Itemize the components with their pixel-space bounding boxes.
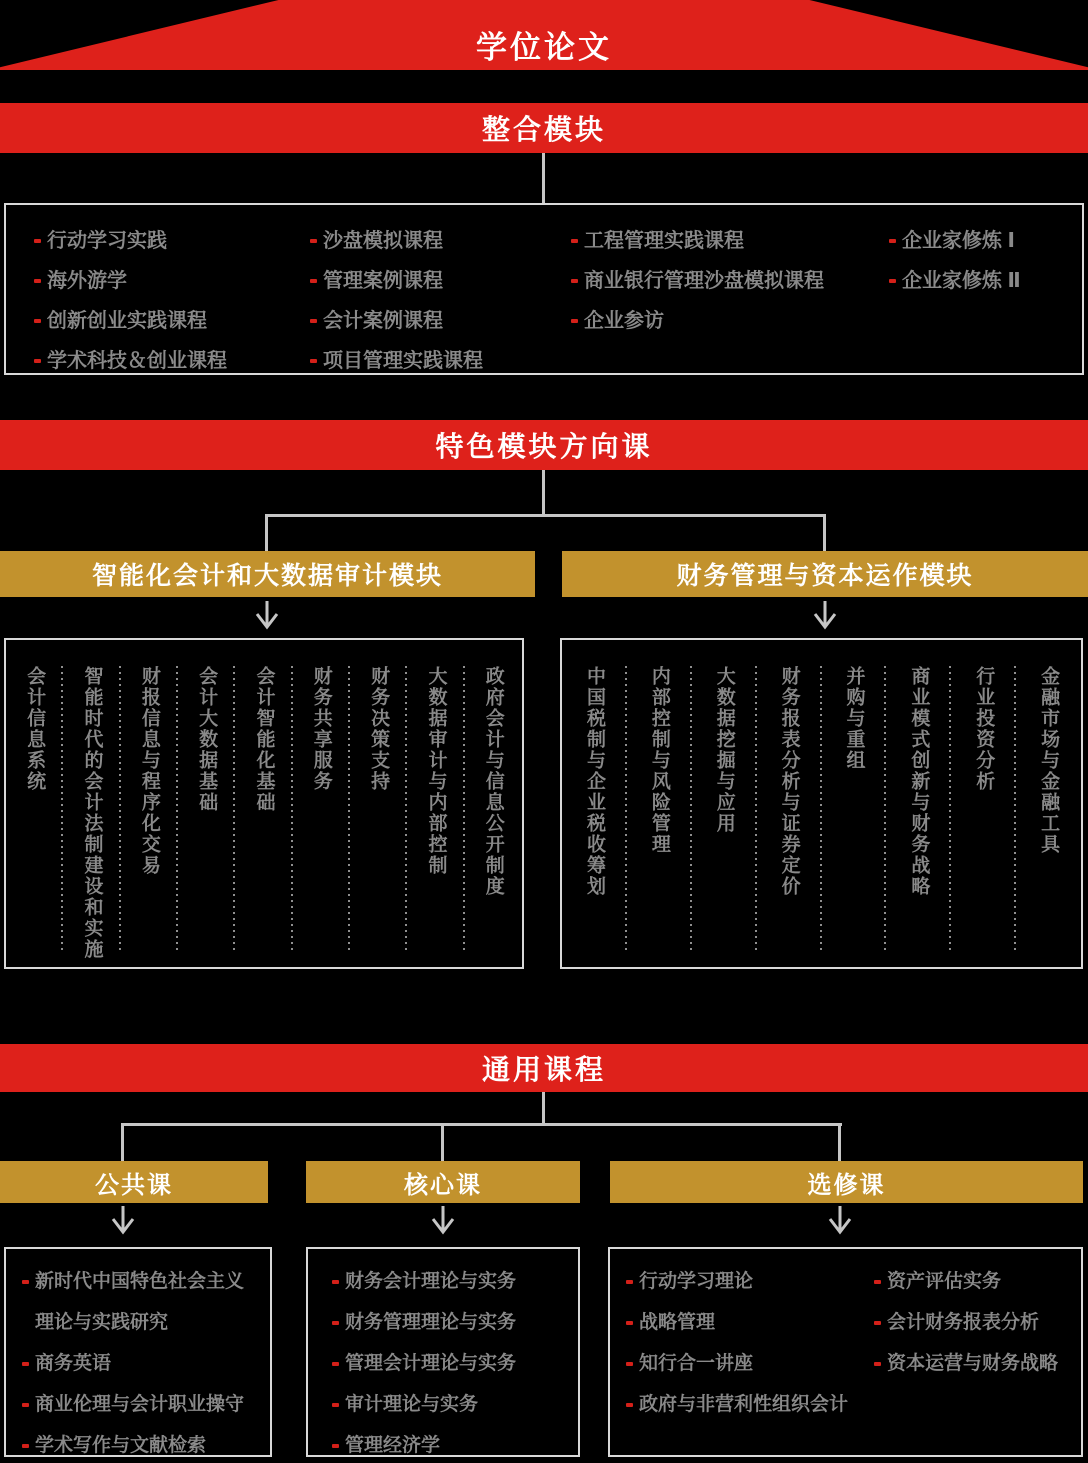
course-item: [34, 261, 227, 301]
course-label: 会计智能化基础: [253, 666, 275, 813]
general-courses-banner: 通用课程: [0, 1044, 1088, 1092]
vertical-course-item: [465, 666, 522, 967]
course-item: [571, 301, 824, 341]
integration-course-column: [889, 221, 1021, 301]
connector-line: [542, 1092, 545, 1126]
course-label: 政府与非营利性组织会计: [639, 1394, 849, 1415]
course-item: [22, 1425, 261, 1463]
bullet-dash-icon: [310, 239, 317, 243]
vertical-course-item: [63, 666, 120, 967]
course-item: [874, 1261, 1058, 1302]
course-label: 中国税制与企业税收筹划: [583, 666, 605, 897]
course-item: [34, 301, 227, 341]
course-label: 行动学习理论: [639, 1271, 754, 1292]
bullet-dash-icon: [571, 239, 578, 243]
course-label: 管理案例课程: [323, 270, 443, 292]
course-label: 学术科技＆创业课程: [47, 350, 227, 372]
core-course-column: [332, 1261, 516, 1463]
course-item: [310, 261, 483, 301]
course-label: 智能时代的会计法制建设和实施: [81, 666, 103, 960]
integration-courses-box: [4, 203, 1084, 375]
course-item: [626, 1384, 848, 1425]
vertical-course-item: [350, 666, 407, 967]
course-label: 新时代中国特色社会主义理论与实践研究: [35, 1271, 245, 1333]
course-item: [571, 261, 824, 301]
course-label: 工程管理实践课程: [584, 230, 744, 252]
arrow-down-icon: [828, 1206, 852, 1238]
bullet-dash-icon: [34, 319, 41, 323]
arrow-down-icon: [431, 1206, 455, 1238]
course-label: 管理会计理论与实务: [345, 1353, 517, 1374]
vertical-course-item: [886, 666, 951, 967]
elective-courses-banner: 选修课: [610, 1161, 1083, 1203]
course-item: [332, 1261, 516, 1302]
bullet-dash-icon: [332, 1362, 339, 1366]
connector-line: [542, 153, 545, 203]
bullet-dash-icon: [34, 359, 41, 363]
course-label: 会计财务报表分析: [887, 1312, 1040, 1333]
connector-line: [542, 470, 545, 516]
core-courses-banner: 核心课: [306, 1161, 580, 1203]
course-label: 财务会计理论与实务: [345, 1271, 517, 1292]
integration-course-column: [310, 221, 483, 381]
arrow-down-icon: [111, 1206, 135, 1238]
course-item: [332, 1302, 516, 1343]
vertical-course-item: [407, 666, 464, 967]
course-label: 会计案例课程: [323, 310, 443, 332]
vertical-course-item: [692, 666, 757, 967]
bullet-dash-icon: [34, 239, 41, 243]
public-courses-banner: 公共课: [0, 1161, 268, 1203]
connector-line: [823, 514, 826, 551]
vertical-course-item: [235, 666, 292, 967]
course-label: 创新创业实践课程: [47, 310, 207, 332]
financial-management-courses-box: [560, 638, 1083, 969]
bullet-dash-icon: [332, 1280, 339, 1284]
course-label: 会计信息系统: [24, 666, 46, 792]
connector-line: [441, 1123, 444, 1161]
bullet-dash-icon: [34, 279, 41, 283]
course-item: [22, 1384, 261, 1425]
bullet-dash-icon: [332, 1321, 339, 1325]
elective-courses-box: [608, 1247, 1083, 1457]
course-label: 并购与重组: [843, 666, 865, 771]
course-label: 内部控制与风险管理: [648, 666, 670, 855]
integration-module-banner: 整合模块: [0, 103, 1088, 153]
bullet-dash-icon: [571, 319, 578, 323]
course-label: 商业模式创新与财务战略: [908, 666, 930, 897]
bullet-dash-icon: [626, 1403, 633, 1407]
course-label: 资本运营与财务战略: [887, 1353, 1059, 1374]
arrow-down-icon: [255, 601, 279, 633]
course-item: [22, 1261, 261, 1343]
course-item: [22, 1343, 261, 1384]
course-label: 沙盘模拟课程: [323, 230, 443, 252]
course-item: [874, 1302, 1058, 1343]
vertical-course-item: [6, 666, 63, 967]
vertical-course-list: [562, 640, 1081, 967]
bullet-dash-icon: [874, 1280, 881, 1284]
course-item: [626, 1302, 848, 1343]
degree-thesis-title: 学位论文: [476, 30, 612, 65]
vertical-course-list: [6, 640, 522, 967]
course-item: [332, 1425, 516, 1463]
course-label: 财报信息与程序化交易: [138, 666, 160, 876]
arrow-down-icon: [813, 601, 837, 633]
bullet-dash-icon: [22, 1444, 29, 1448]
course-item: [571, 221, 824, 261]
bullet-dash-icon: [310, 279, 317, 283]
course-label: 行业投资分析: [973, 666, 995, 792]
course-label: 政府会计与信息公开制度: [482, 666, 504, 897]
course-label: 大数据挖掘与应用: [713, 666, 735, 834]
vertical-course-item: [121, 666, 178, 967]
course-label: 财务共享服务: [310, 666, 332, 792]
course-item: [626, 1343, 848, 1384]
elective-course-column: [626, 1261, 848, 1425]
course-label: 商业伦理与会计职业操守: [35, 1394, 245, 1415]
course-label: 项目管理实践课程: [323, 350, 483, 372]
financial-management-module-banner: 财务管理与资本运作模块: [562, 551, 1088, 597]
bullet-dash-icon: [310, 319, 317, 323]
course-label: 企业参访: [584, 310, 664, 332]
course-label: 知行合一讲座: [639, 1353, 754, 1374]
bullet-dash-icon: [571, 279, 578, 283]
course-item: [332, 1384, 516, 1425]
connector-line: [838, 1123, 841, 1161]
connector-line: [121, 1123, 842, 1126]
vertical-course-item: [293, 666, 350, 967]
course-label: 战略管理: [639, 1312, 716, 1333]
bullet-dash-icon: [889, 239, 896, 243]
bullet-dash-icon: [332, 1444, 339, 1448]
course-label: 海外游学: [47, 270, 127, 292]
bullet-dash-icon: [874, 1362, 881, 1366]
course-label: 财务决策支持: [368, 666, 390, 792]
vertical-course-item: [951, 666, 1016, 967]
vertical-course-item: [562, 666, 627, 967]
course-label: 会计大数据基础: [196, 666, 218, 813]
vertical-course-item: [757, 666, 822, 967]
smart-accounting-module-banner: 智能化会计和大数据审计模块: [0, 551, 535, 597]
bullet-dash-icon: [332, 1403, 339, 1407]
connector-line: [121, 1123, 124, 1161]
bullet-dash-icon: [22, 1280, 29, 1284]
bullet-dash-icon: [22, 1362, 29, 1366]
bullet-dash-icon: [889, 279, 896, 283]
vertical-course-item: [822, 666, 887, 967]
course-label: 大数据审计与内部控制: [425, 666, 447, 876]
course-item: [310, 301, 483, 341]
course-item: [34, 221, 227, 261]
bullet-dash-icon: [874, 1321, 881, 1325]
bullet-dash-icon: [22, 1403, 29, 1407]
course-label: 金融市场与金融工具: [1038, 666, 1060, 855]
public-course-column: [22, 1261, 261, 1463]
course-item: [889, 261, 1021, 301]
connector-line: [265, 514, 826, 517]
vertical-course-item: [178, 666, 235, 967]
course-item: [310, 221, 483, 261]
bullet-dash-icon: [626, 1362, 633, 1366]
course-label: 商业银行管理沙盘模拟课程: [584, 270, 824, 292]
bullet-dash-icon: [626, 1321, 633, 1325]
course-label: 企业家修炼 Ⅱ: [902, 270, 1021, 292]
course-label: 学术写作与文献检索: [35, 1435, 207, 1456]
public-courses-box: [4, 1247, 272, 1457]
vertical-course-item: [1016, 666, 1081, 967]
core-courses-box: [306, 1247, 580, 1457]
course-item: [332, 1343, 516, 1384]
vertical-course-item: [627, 666, 692, 967]
course-label: 商务英语: [35, 1353, 112, 1374]
course-label: 行动学习实践: [47, 230, 167, 252]
integration-course-column: [34, 221, 227, 381]
course-item: [34, 341, 227, 381]
course-item: [310, 341, 483, 381]
connector-line: [265, 514, 268, 551]
course-item: [626, 1261, 848, 1302]
integration-course-column: [571, 221, 824, 341]
course-label: 财务管理理论与实务: [345, 1312, 517, 1333]
smart-accounting-courses-box: [4, 638, 524, 969]
course-item: [889, 221, 1021, 261]
course-label: 管理经济学: [345, 1435, 441, 1456]
bullet-dash-icon: [626, 1280, 633, 1284]
special-module-banner: 特色模块方向课: [0, 420, 1088, 470]
course-label: 财务报表分析与证券定价: [778, 666, 800, 897]
course-label: 资产评估实务: [887, 1271, 1002, 1292]
course-item: [874, 1343, 1058, 1384]
elective-course-column: [874, 1261, 1058, 1384]
bullet-dash-icon: [310, 359, 317, 363]
course-label: 企业家修炼 Ⅰ: [902, 230, 1015, 252]
course-label: 审计理论与实务: [345, 1394, 479, 1415]
